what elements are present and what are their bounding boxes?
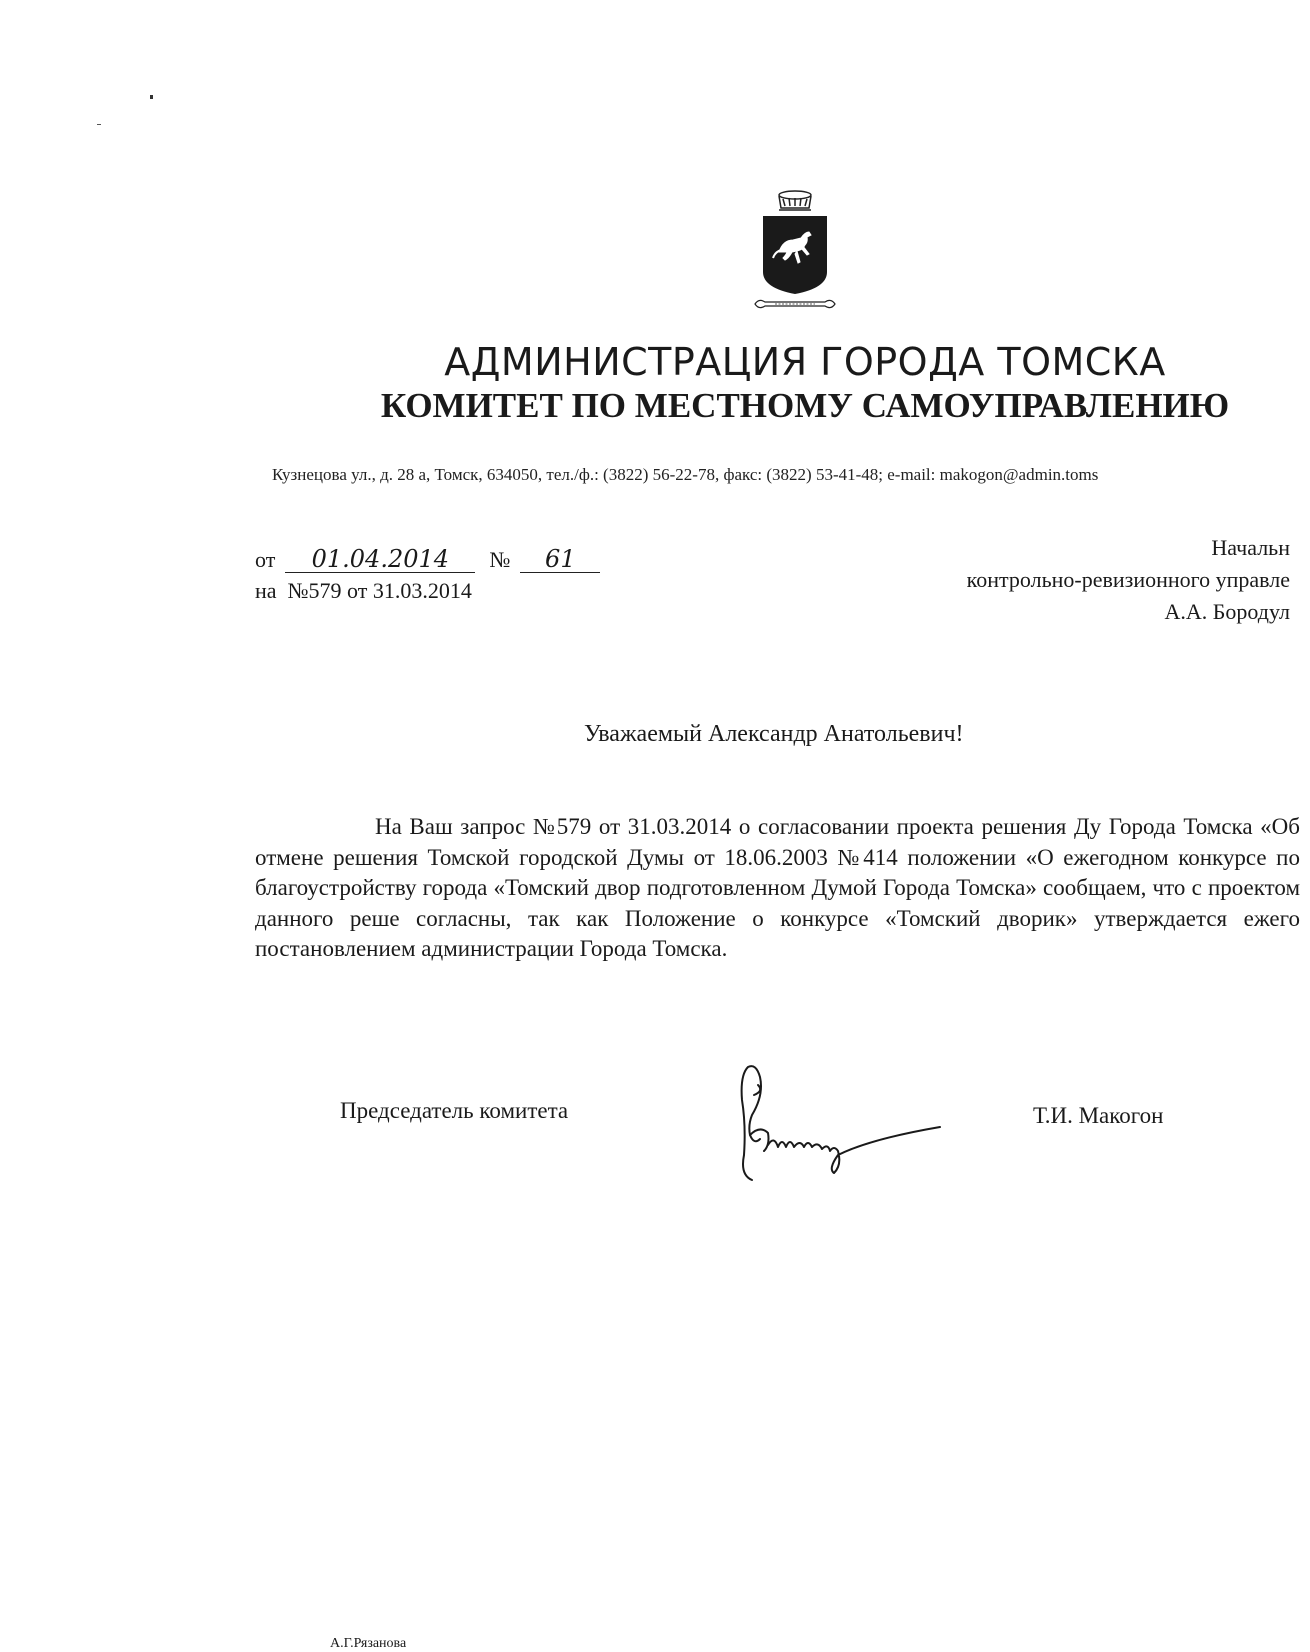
greeting: Уважаемый Александр Анатольевич! [584, 721, 964, 747]
signatory-title: Председатель комитета [340, 1098, 569, 1123]
scan-speck [97, 124, 101, 125]
reply-reference-line [255, 578, 472, 604]
from-label: от [255, 547, 276, 572]
contact-address-line: Кузнецова ул., д. 28 а, Томск, 634050, тел./ф.: (3822) 56-22-78, факс: (3822) 53-41-48; e-mail: makogon@admin.toms [272, 465, 1099, 484]
reply-reference: №579 от 31.03.2014 [287, 578, 472, 603]
scan-speck [150, 95, 153, 99]
addressee-department: контрольно-ревизионного управле [966, 567, 1290, 592]
addressee-position: Начальн [1211, 535, 1290, 560]
number-label: № [489, 547, 511, 572]
executor-name: А.Г.Рязанова [330, 1636, 407, 1651]
signatory-name: Т.И. Макогон [1033, 1103, 1164, 1128]
handwritten-signature [730, 1055, 990, 1190]
letter-body: На Ваш запрос №579 от 31.03.2014 о согласовании проекта решения Ду Города Томска «Об отмене решения Томской городской Думы от 18.06.2003 №414 положении «О ежегодном конкурсе по благоустройству города «Томский двор подготовленном Думой Города Томска» сообщаем, что с проектом данного реше согласны, так как Положение о конкурсе «Томский дворик» утверждается ежего постановлением администрации Города Томска. [255, 814, 1300, 961]
committee-title: КОМИТЕТ ПО МЕСТНОМУ САМОУПРАВЛЕНИЮ [380, 386, 1230, 425]
handwritten-number: 61 [520, 546, 600, 573]
registration-line [255, 546, 600, 573]
organization-title: АДМИНИСТРАЦИЯ ГОРОДА ТОМСКА [444, 340, 1166, 384]
tomsk-coat-of-arms-icon [745, 188, 845, 323]
reply-label: на [255, 578, 277, 603]
addressee-name: А.А. Бородул [1164, 599, 1290, 624]
handwritten-date: 01.04.2014 [285, 546, 475, 573]
addressee-block [870, 532, 1290, 628]
